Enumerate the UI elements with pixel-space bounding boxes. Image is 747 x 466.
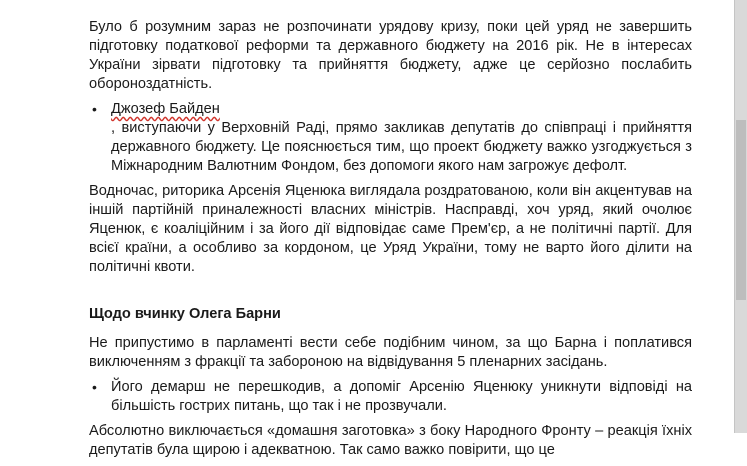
vertical-scrollbar[interactable] [734,0,747,433]
spellcheck-word: • Джозеф Байден [111,101,220,117]
paragraph-barna: Не припустимо в парламенті вести себе подібним чином, за що Барна і поплатився виключенням з фракції та забороною на відвідування 5 пленарних засідань. [89,335,692,370]
bullet-biden-text: , виступаючи у Верховній Раді, прямо закликав депутатів до співпраці і прийняття державного бюджету. Це пояснюється тим, що проект бюджету важко узгоджується з Міжнародним Валютним Фондом, без допомоги якого нам загрожує дефолт. [111,120,692,174]
document-body [89,0,692,466]
paragraph-budget: Було б розумним зараз не розпочинати урядову кризу, поки цей уряд не завершить підготовку податкової реформи та державного бюджету на 2016 рік. Не в інтересах України зірвати підготовку та прийняття бюджету, адже це серйозно послабить обороноздатність. [89,19,692,92]
paragraph-narodny-front: Абсолютно виключається «домашня заготовка» з боку Народного Фронту – реакція їхніх депутатів була щирою і адекватною. Так само важко повірити, що це [89,423,692,458]
bullet-biden [89,100,692,176]
scrollbar-thumb[interactable] [736,120,746,300]
bullet-demarche-text: • Його демарш не перешкодив, а допоміг Арсенію Яценюку уникнути відповіді на більшість гострих питань, що так і не прозвучали. [111,379,692,414]
section-heading: Щодо вчинку Олега Барни [89,306,281,322]
cut-off-line [89,0,692,12]
bullet-demarche [89,378,692,416]
paragraph-yatsenyuk: Водночас, риторика Арсенія Яценюка виглядала роздратованою, коли він акцентував на іншій партійній приналежності власних міністрів. Насправді, хоч уряд, який очолює Яценюк, є коаліційним і за його дії відповідає саме Прем'єр, а не політичні партії. Для всієї країни, а особливо за кордоном, це Уряд України, тому не варто його ділити на політичні квоти. [89,183,692,275]
